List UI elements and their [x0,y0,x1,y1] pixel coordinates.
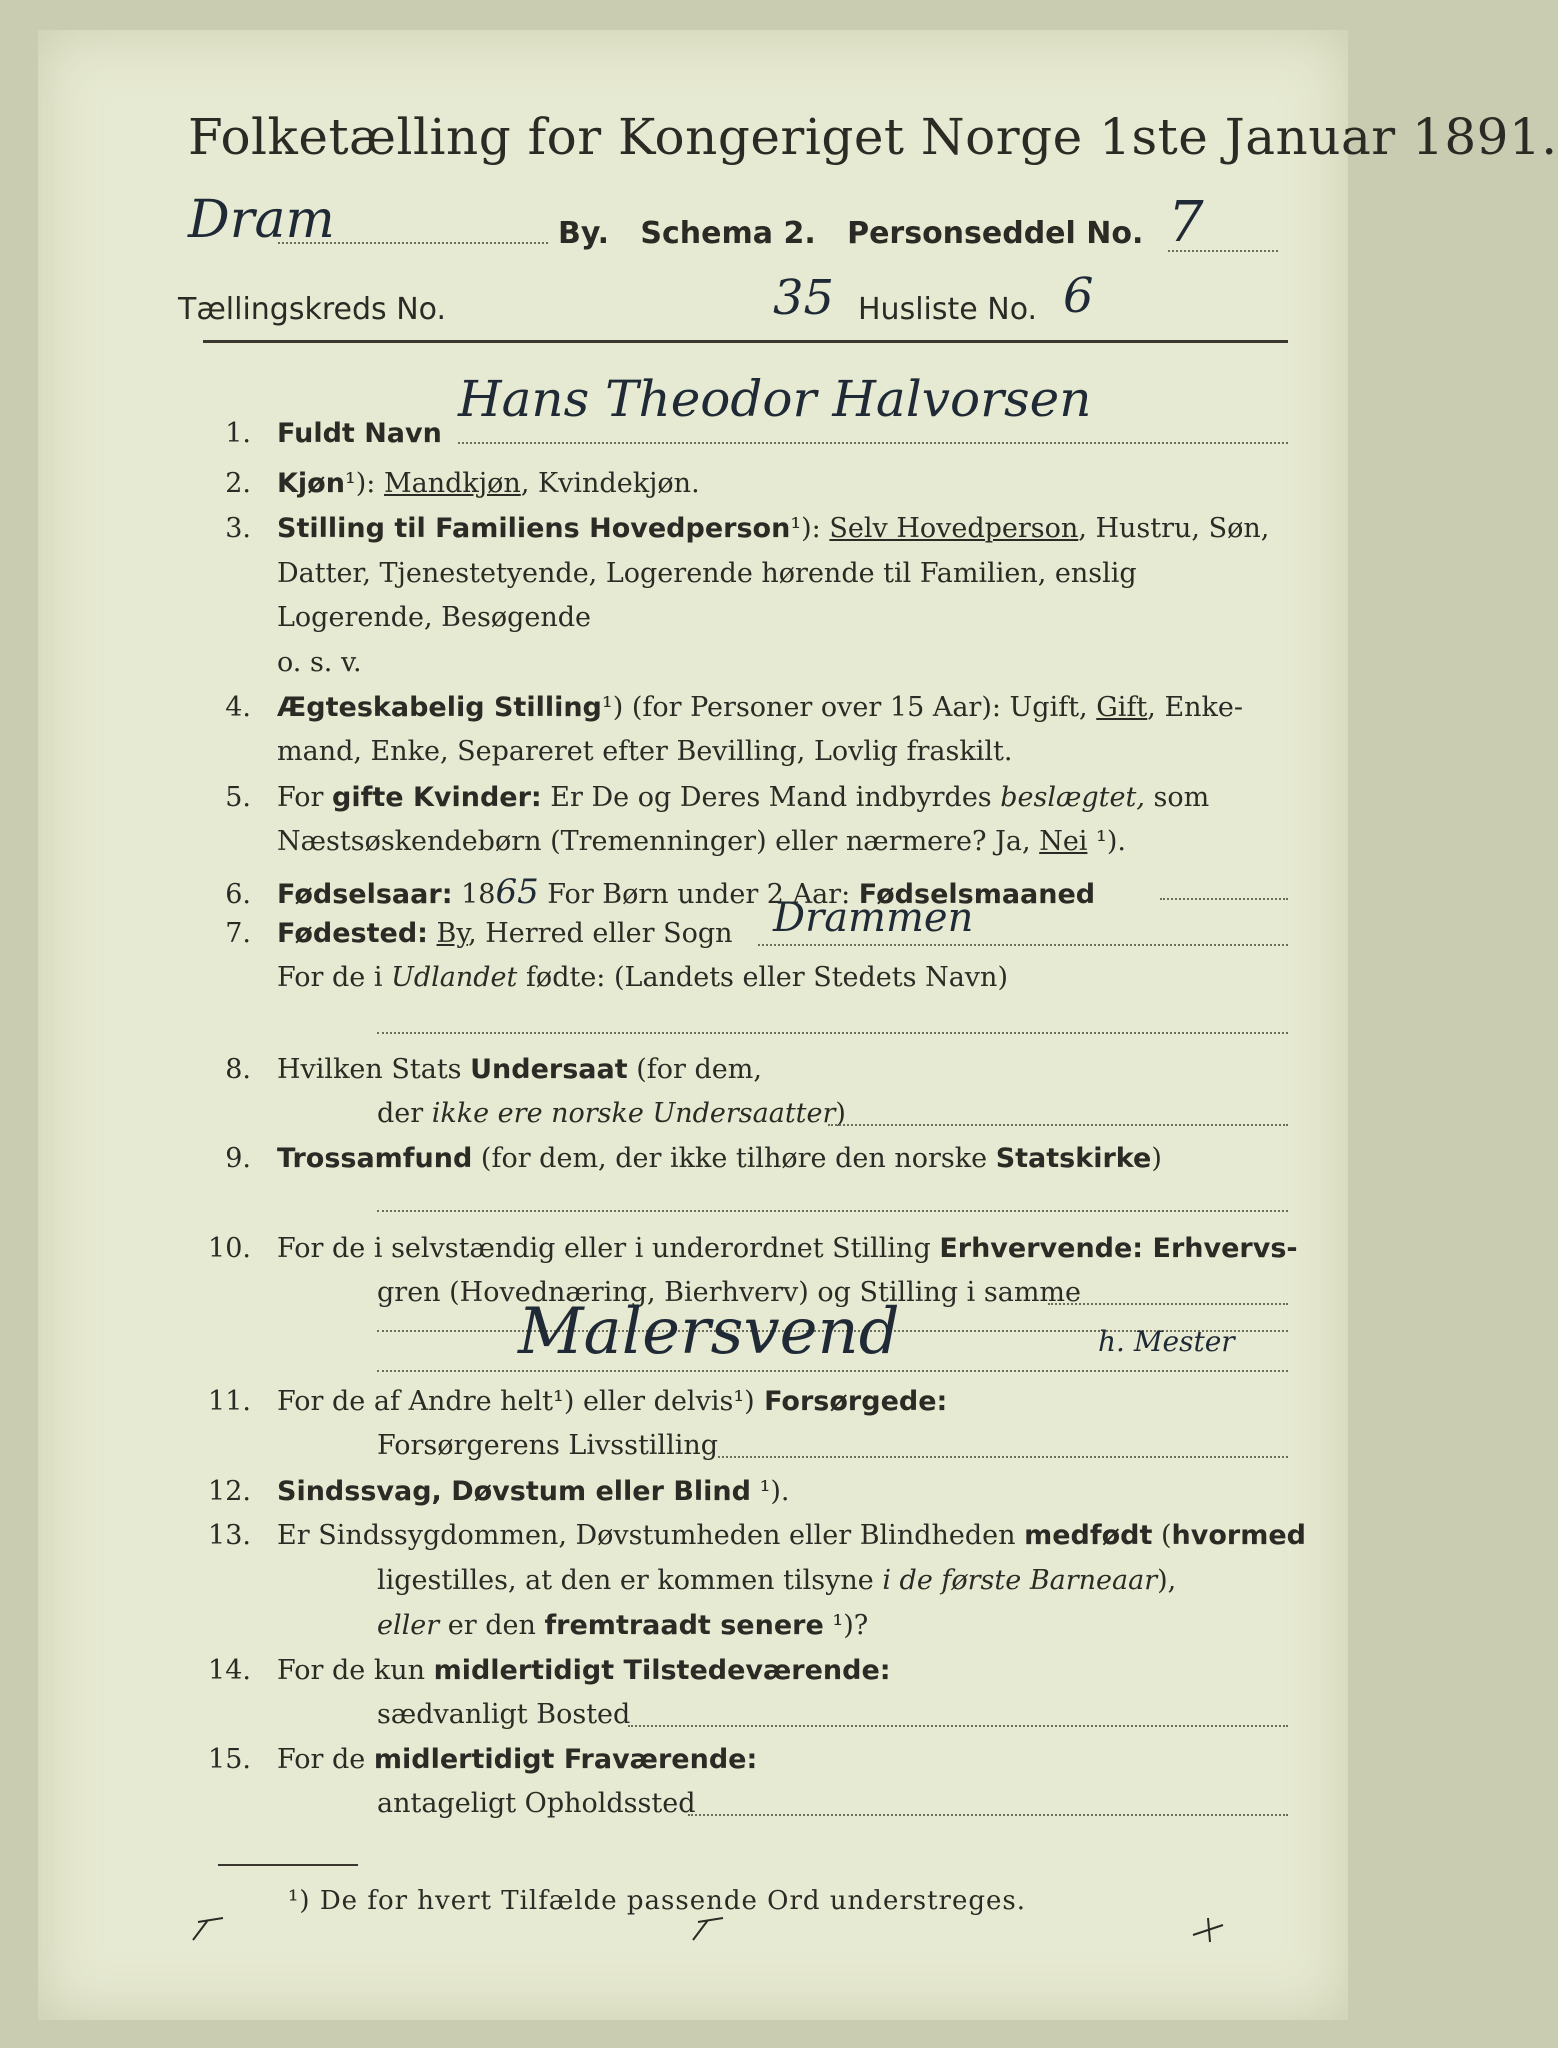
birth-year-answer: 65 [495,872,539,912]
pen-mark-right [1188,1910,1228,1950]
footnote-rule [218,1864,358,1866]
dotline-11 [718,1456,1288,1458]
dotline-1 [458,442,1288,444]
personseddel-label: Personseddel No. [847,216,1144,251]
item-4: 4. Ægteskabelig Stilling¹) (for Personer over 15 Aar): Ugift, Gift, Enke- [225,692,1244,723]
schema-label: Schema 2. [640,216,816,251]
item-3-line-3: Logerende, Besøgende [277,602,591,633]
dotline-14 [628,1725,1288,1727]
footnote: ¹) De for hvert Tilfælde passende Ord understreges. [288,1886,1027,1916]
header-row-2 [558,216,1143,251]
name-answer: Hans Theodor Halvorsen [458,370,1092,428]
personseddel-number: 7 [1168,190,1204,255]
item-5-line-2: Næstsøskendebørn (Tremenninger) eller nærmere? Ja, Nei ¹). [277,826,1126,857]
item-3: 3. Stilling til Familiens Hovedperson¹): Selv Hovedperson, Hustru, Søn, [225,513,1270,544]
dotline-7 [758,944,1288,946]
item-9: 9. Trossamfund (for dem, der ikke tilhøre den norske Statskirke) [225,1143,1162,1174]
item-12: 12. Sindssvag, Døvstum eller Blind ¹). [208,1476,790,1507]
item-11: 11. For de af Andre helt¹) eller delvis¹) Forsørgede: [208,1386,948,1417]
kreds-number: 35 [773,270,835,326]
item-8: 8. Hvilken Stats Undersaat (for dem, [225,1054,762,1085]
item-15-line-2: antageligt Opholdssted [377,1788,696,1819]
dotline-9 [377,1210,1288,1212]
city-handwritten: Dram [188,190,335,250]
dotline-10c [377,1370,1288,1372]
item-13: 13. Er Sindssygdommen, Døvstumheden eller Blindheden medfødt (hvormed [208,1520,1306,1551]
item-3-line-4: o. s. v. [277,647,362,678]
item-11-line-2: Forsørgerens Livsstilling [377,1430,719,1461]
personseddel-dotline [1168,250,1278,252]
gift-selected: Gift [1096,692,1148,723]
item-3-line-2: Datter, Tjenestetyende, Logerende hørende til Familien, enslig [277,558,1137,589]
item-14: 14. For de kun midlertidigt Tilstedeværende: [208,1655,891,1686]
header-rule [203,340,1288,343]
fuldt-navn-label: Fuldt Navn [277,418,442,449]
city-dotline [278,242,548,244]
item-8-line-2: der ikke ere norske Undersaatter) [377,1098,846,1129]
pen-mark-left [188,1910,228,1950]
item-10-line-2: gren (Hovednæring, Bierhverv) og Stilling i samme [377,1277,1082,1308]
item-2: 2. Kjøn¹): Mandkjøn, Kvindekjøn. [225,468,700,499]
dotline-7b [377,1032,1288,1034]
by-label: By. [558,216,610,251]
dotline-8 [828,1124,1288,1126]
item-5: 5. For gifte Kvinder: Er De og Deres Mand indbyrdes beslægtet, som [225,782,1210,813]
census-form [38,30,1558,2020]
item-14-line-2: sædvanligt Bosted [377,1699,631,1730]
pen-mark-center [688,1910,728,1950]
dotline-10a [1048,1303,1288,1305]
mandkjon-selected: Mandkjøn [384,468,521,499]
item-7: 7. Fødested: By, Herred eller Sogn [225,918,733,949]
form-title: Folketælling for Kongeriget Norge 1ste Januar 1891. [188,108,1558,166]
item-15: 15. For de midlertidigt Fraværende: [208,1744,758,1775]
item-1: 1. Fuldt Navn [225,418,442,449]
birthplace-answer: Drammen [773,895,974,941]
item-10: 10. For de i selvstændig eller i underordnet Stilling Erhvervende: Erhvervs- [208,1233,1298,1264]
item-4-line-2: mand, Enke, Separeret efter Bevilling, Lovlig fraskilt. [277,736,1013,767]
husliste-label: Husliste No. [858,292,1038,327]
selv-hovedperson-selected: Selv Hovedperson [829,513,1079,544]
kreds-label: Tællingskreds No. [178,292,446,327]
item-6: 6. Fødselsaar: 1865 For Børn under 2 Aar: Fødselsmaaned [225,872,1096,912]
dotline-6 [1160,898,1288,900]
by-selected: By [436,918,469,949]
occupation-answer-note: h. Mester [1098,1325,1235,1358]
item-13-line-3: eller er den fremtraadt senere ¹)? [377,1610,869,1641]
item-13-line-2: ligestilles, at den er kommen tilsyne i de første Barneaar), [377,1565,1177,1596]
dotline-15 [688,1814,1288,1816]
item-7-line-2: For de i Udlandet fødte: (Landets eller Stedets Navn) [277,962,1008,993]
header-row-3 [178,292,446,327]
occupation-answer: Malersvend [518,1295,900,1369]
husliste-number: 6 [1063,268,1094,324]
nei-selected: Nei [1039,826,1088,857]
